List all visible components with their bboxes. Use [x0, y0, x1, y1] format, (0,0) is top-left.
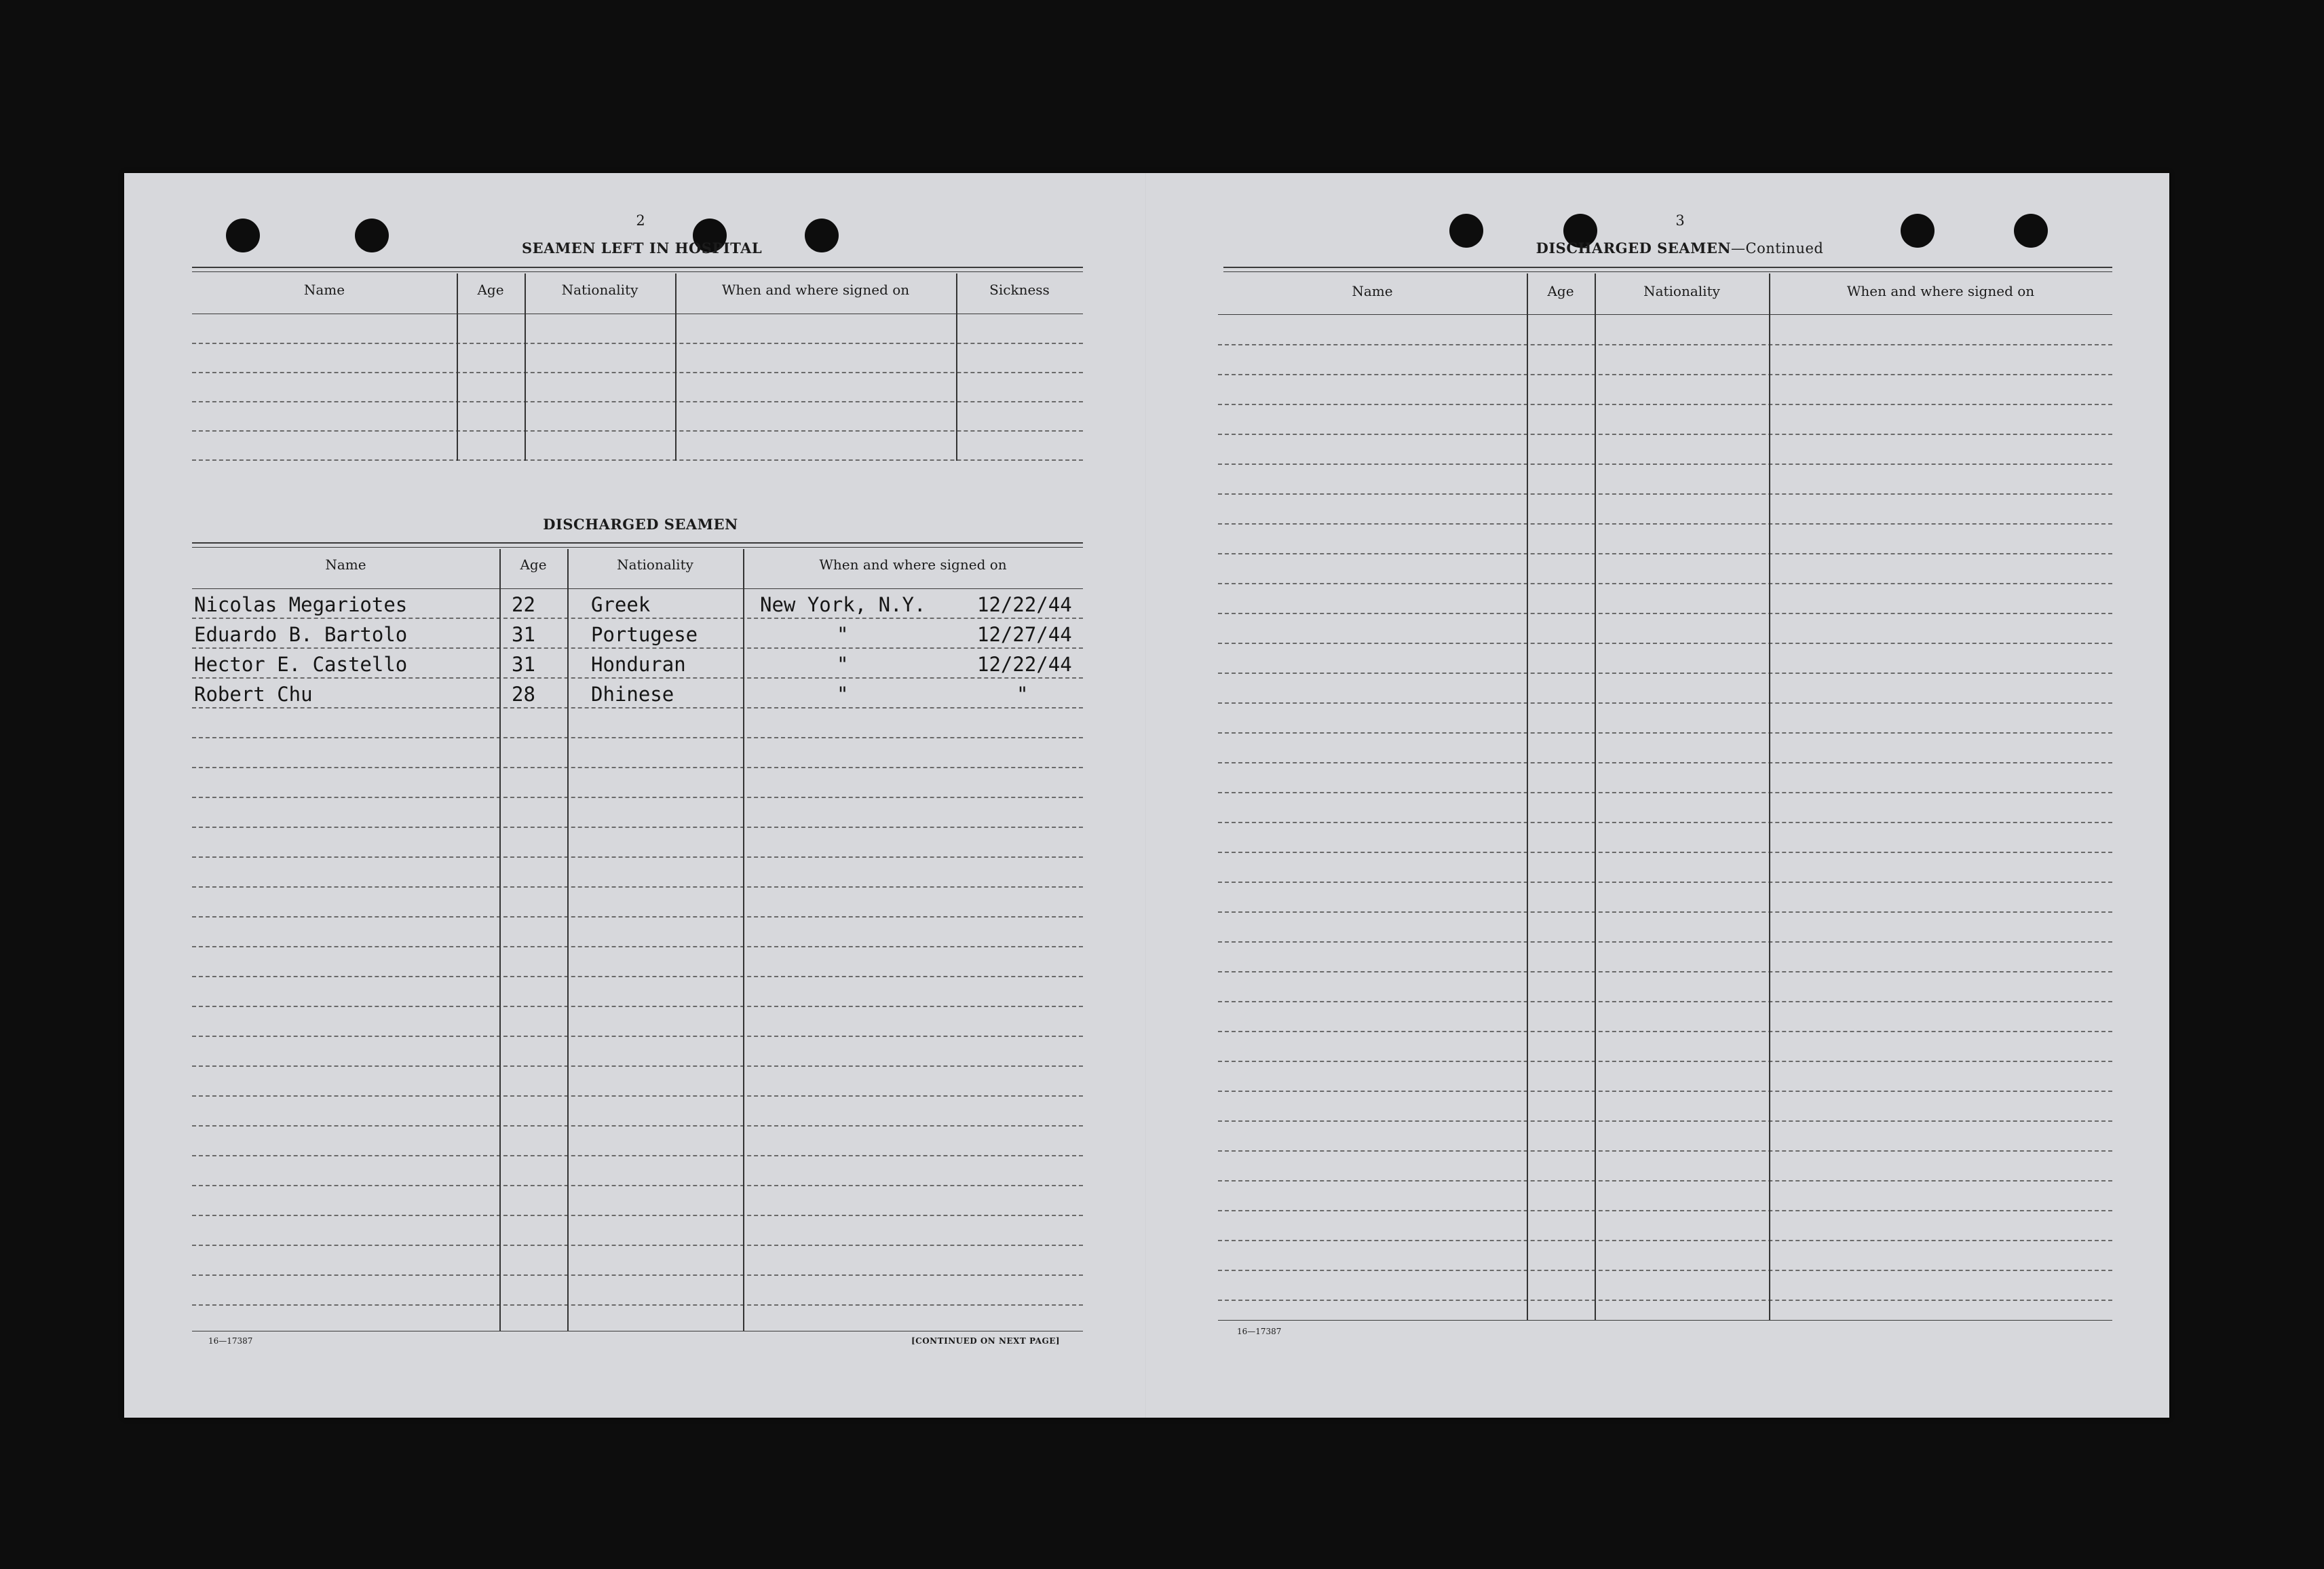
left-page-number: 2 [636, 212, 645, 229]
seaman-age: 22 [512, 593, 535, 616]
seaman-name: Hector E. Castello [194, 653, 408, 676]
hospital-col-name: Name [303, 282, 345, 298]
right-col-nationality: Nationality [1643, 283, 1720, 299]
seaman-name: Robert Chu [194, 683, 313, 706]
page-fold [1145, 173, 1147, 1418]
seaman-signed-place: " [837, 683, 849, 706]
seaman-name: Eduardo B. Bartolo [194, 623, 408, 646]
discharged-col-age: Age [520, 556, 547, 573]
punch-hole [1901, 214, 1935, 248]
seaman-nationality: Honduran [591, 653, 686, 676]
seaman-age: 28 [512, 683, 535, 706]
seaman-nationality: Greek [591, 593, 651, 616]
right-title-suffix: —Continued [1731, 240, 1824, 257]
hospital-col-sickness: Sickness [989, 282, 1050, 298]
seaman-nationality: Dhinese [591, 683, 674, 706]
continued-note: [CONTINUED ON NEXT PAGE] [911, 1336, 1061, 1346]
punch-hole [2014, 214, 2048, 248]
right-page-number: 3 [1675, 212, 1685, 229]
punch-hole [226, 219, 260, 252]
seaman-age: 31 [512, 623, 535, 646]
right-col-name: Name [1352, 283, 1393, 299]
discharged-col-nationality: Nationality [617, 556, 693, 573]
right-form-number: 16—17387 [1237, 1327, 1282, 1336]
seaman-signed-place: " [837, 623, 849, 646]
right-title-main: DISCHARGED SEAMEN [1536, 240, 1732, 257]
right-section-title [1529, 240, 1831, 257]
hospital-col-signed-on: When and where signed on [721, 282, 910, 298]
seaman-signed-date: 12/27/44 [977, 623, 1072, 646]
seaman-signed-place: New York, N.Y. [760, 593, 926, 616]
left-form-number: 16—17387 [208, 1336, 253, 1346]
hospital-top-rule [192, 267, 1083, 268]
document-sheet [124, 173, 2169, 1418]
punch-hole [1449, 214, 1483, 248]
right-col-signed-on: When and where signed on [1846, 283, 2035, 299]
discharged-col-name: Name [325, 556, 366, 573]
punch-hole [355, 219, 389, 252]
seaman-name: Nicolas Megariotes [194, 593, 408, 616]
seaman-signed-date: 12/22/44 [977, 653, 1072, 676]
seaman-age: 31 [512, 653, 535, 676]
right-col-age: Age [1547, 283, 1574, 299]
hospital-section-title: SEAMEN LEFT IN HOSPITAL [522, 240, 763, 257]
seaman-signed-place: " [837, 653, 849, 676]
discharged-section-title: DISCHARGED SEAMEN [543, 516, 738, 533]
discharged-col-signed-on: When and where signed on [819, 556, 1007, 573]
punch-hole [805, 219, 839, 252]
seaman-signed-date: 12/22/44 [977, 593, 1072, 616]
hospital-col-nationality: Nationality [561, 282, 639, 298]
seaman-signed-date: " [1016, 683, 1029, 706]
seaman-nationality: Portugese [591, 623, 698, 646]
hospital-col-age: Age [477, 282, 504, 298]
